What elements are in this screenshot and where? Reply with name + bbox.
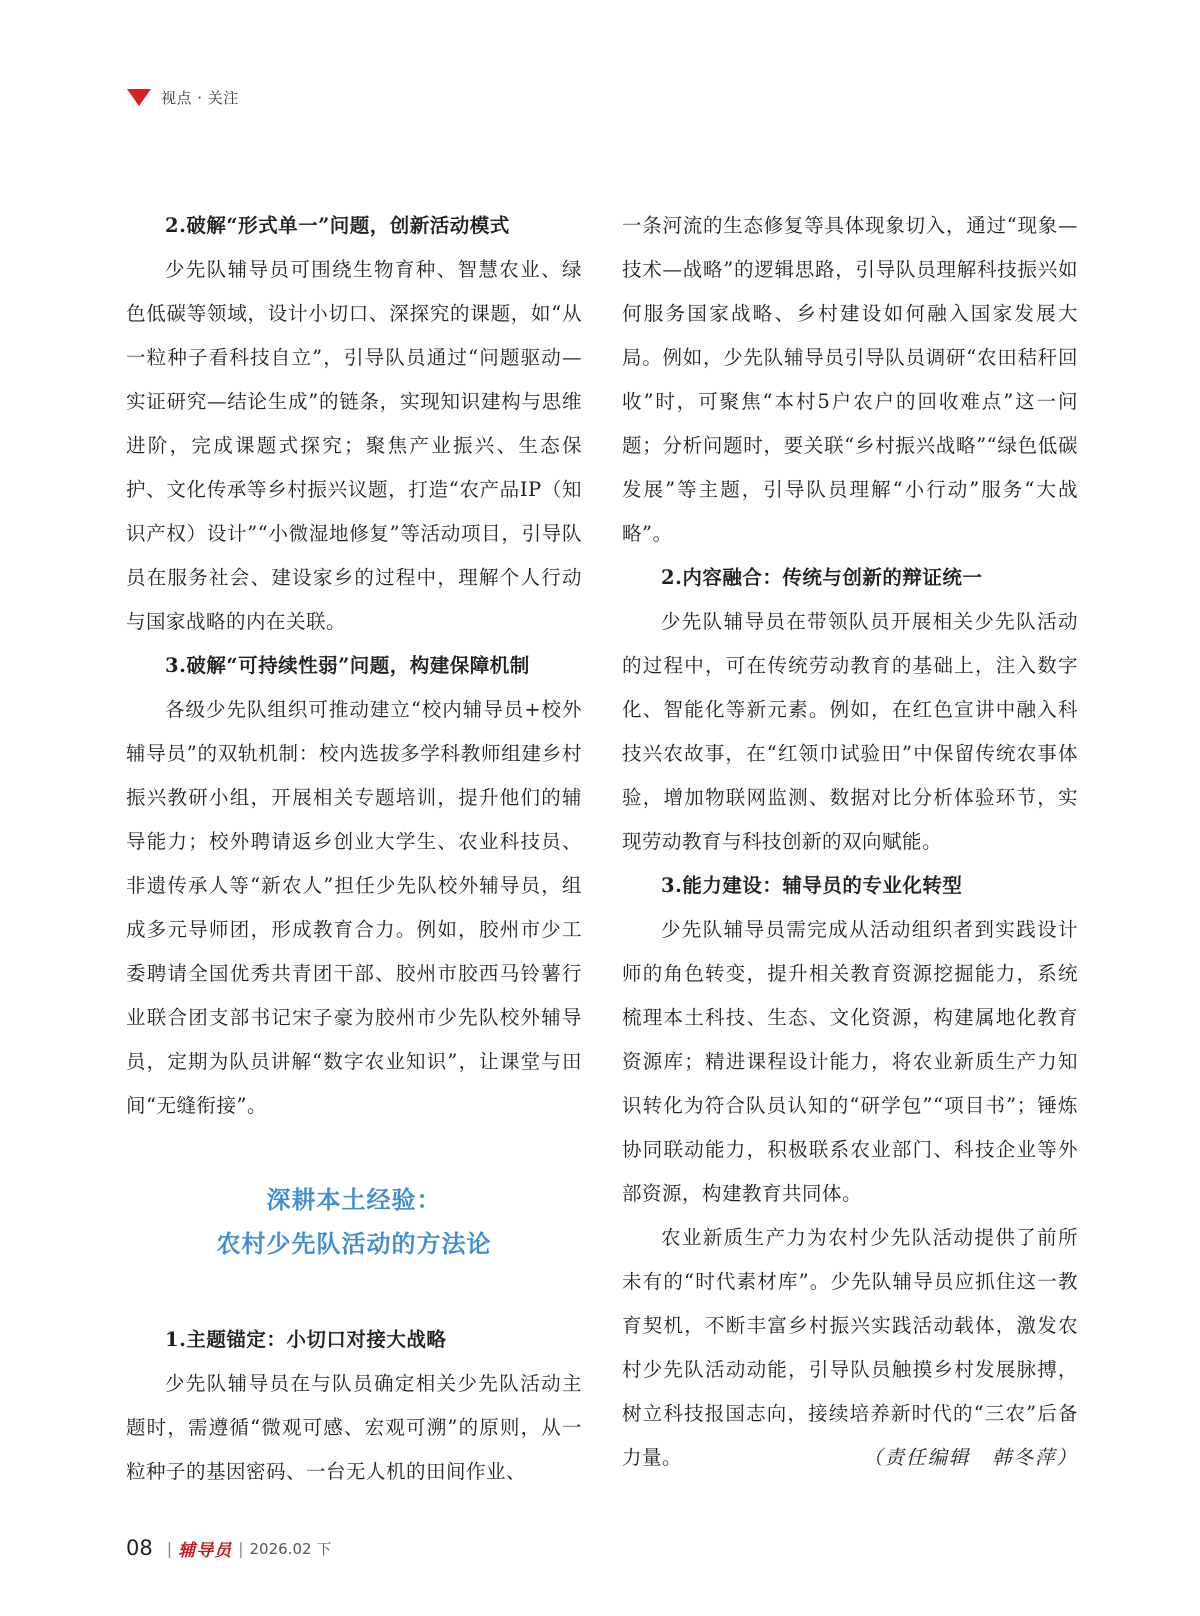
editor-credit: （责任编辑 韩冬萍） — [862, 1446, 1078, 1469]
heading-3-sustainability: 3.破解“可持续性弱”问题，构建保障机制 — [165, 654, 530, 677]
page-number: 08 — [126, 1536, 153, 1560]
paragraph: 少先队辅导员可围绕生物育种、智慧农业、绿色低碳等领域，设计小切口、深探究的课题，如“从一粒种子看科技自立”，引导队员通过“问题驱动—实证研究—结论生成”的链条，实现知识建构与思维进阶，完成课题式探究；聚焦产业振兴、生态保护、文化传承等乡村振兴议题，打造“农产品IP（知识产权）设计”“小微湿地修复”等活动项目，引导队员在服务社会、建设家乡的过程中，理解个人行动与国家战略的内在关联。 — [126, 258, 582, 633]
paragraph: 少先队辅导员在带领队员开展相关少先队活动的过程中，可在传统劳动教育的基础上，注入数字化、智能化等新元素。例如，在红色宣讲中融入科技兴农故事，在“红领巾试验田”中保留传统农事体验，增加物联网监测、数据对比分析体验环节，实现劳动教育与科技创新的双向赋能。 — [622, 610, 1078, 853]
section-label: 视点 · 关注 — [161, 88, 239, 107]
left-column — [126, 204, 582, 1494]
page-header — [127, 84, 239, 110]
red-triangle-icon — [127, 89, 151, 106]
paragraph: 各级少先队组织可推动建立“校内辅导员+校外辅导员”的双轨机制：校内选拔多学科教师组建乡村振兴教研小组，开展相关专题培训，提升他们的辅导能力；校外聘请返乡创业大学生、农业科技员、非遗传承人等“新农人”担任少先队校外辅导员，组成多元导师团，形成教育合力。例如，胶州市少工委聘请全国优秀共青团干部、胶州市胶西马铃薯行业联合团支部书记宋子豪为胶州市少先队校外辅导员，定期为队员讲解“数字农业知识”，让课堂与田间“无缝衔接”。 — [126, 698, 582, 1117]
final-text: 农业新质生产力为农村少先队活动提供了前所未有的“时代素材库”。少先队辅导员应抓住这一教育契机，不断丰富乡村振兴实践活动载体，激发农村少先队活动动能，引导队员触摸乡村发展脉搏，树立科技报国志向，接续培养新时代的“三农”后备力量。 — [622, 1226, 1078, 1469]
section-title-line-2: 农村少先队活动的方法论 — [216, 1230, 492, 1258]
right-column — [622, 204, 1078, 1480]
page-footer — [126, 1533, 331, 1563]
paragraph-continued: 一条河流的生态修复等具体现象切入，通过“现象—技术—战略”的逻辑思路，引导队员理解科技振兴如何服务国家战略、乡村建设如何融入国家发展大局。例如，少先队辅导员引导队员调研“农田秸秆回收”时，可聚焦“本村5户农户的回收难点”这一问题；分析问题时，要关联“乡村振兴战略”“绿色低碳发展”等主题，引导队员理解“小行动”服务“大战略”。 — [622, 214, 1078, 545]
heading-2-form: 2.破解“形式单一”问题，创新活动模式 — [165, 214, 510, 237]
section-title-line-1: 深耕本土经验： — [266, 1186, 442, 1214]
paragraph-final — [622, 1216, 1078, 1480]
divider: | — [238, 1538, 244, 1558]
paragraph: 少先队辅导员需完成从活动组织者到实践设计师的角色转变，提升相关教育资源挖掘能力，系统梳理本土科技、生态、文化资源，构建属地化教育资源库；精进课程设计能力，将农业新质生产力知识转化为符合队员认知的“研学包”“项目书”；锤炼协同联动能力，积极联系农业部门、科技企业等外部资源，构建教育共同体。 — [622, 918, 1078, 1205]
heading-1-theme: 1.主题锚定：小切口对接大战略 — [165, 1328, 447, 1351]
divider: | — [166, 1538, 173, 1558]
heading-3-capacity: 3.能力建设：辅导员的专业化转型 — [661, 874, 963, 897]
issue-label: 2026.02 下 — [249, 1539, 332, 1558]
paragraph: 少先队辅导员在与队员确定相关少先队活动主题时，需遵循“微观可感、宏观可溯”的原则，从一粒种子的基因密码、一台无人机的田间作业、 — [126, 1372, 582, 1483]
heading-2-content: 2.内容融合：传统与创新的辩证统一 — [661, 566, 983, 589]
magazine-logo: 辅导员 — [178, 1540, 233, 1561]
section-title — [126, 1178, 582, 1266]
